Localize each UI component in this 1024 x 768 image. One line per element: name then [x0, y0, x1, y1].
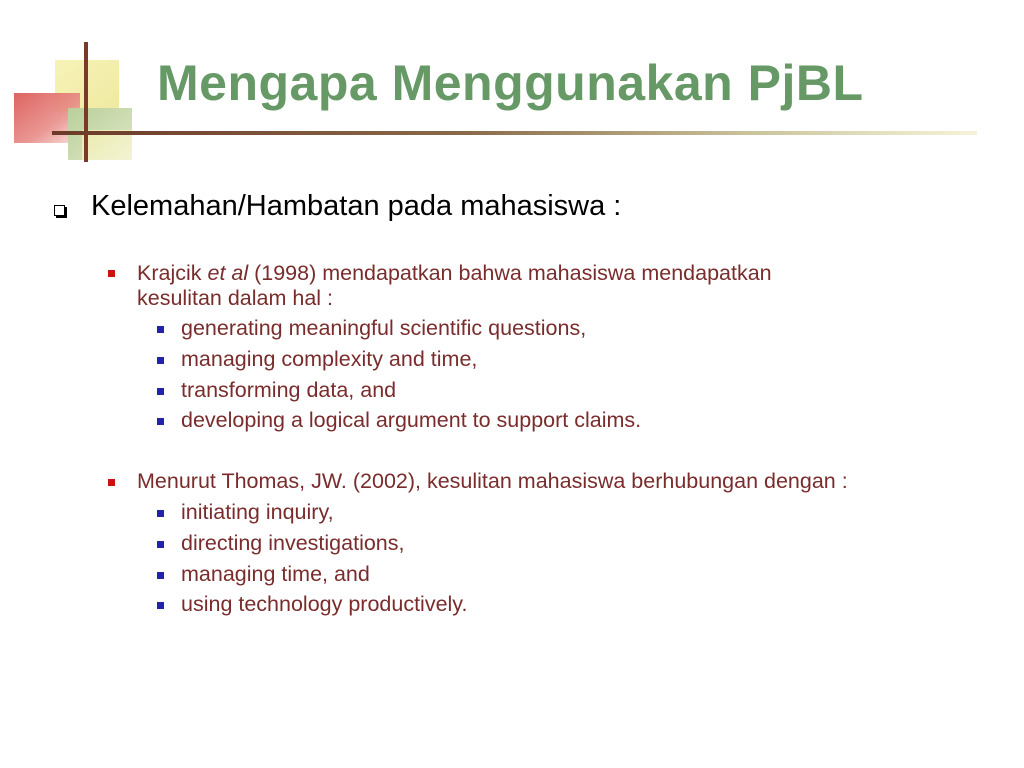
corner-decoration [0, 0, 160, 170]
page-title: Mengapa Menggunakan PjBL [157, 55, 864, 111]
blue-square-bullet-icon [157, 602, 164, 609]
list-item: developing a logical argument to support claims. [181, 408, 642, 432]
list-item: directing investigations, [181, 531, 405, 555]
point-a-line1: (1998) mendapatkan bahwa mahasiswa mendapatkan [248, 261, 772, 285]
blue-square-bullet-icon [157, 357, 164, 364]
red-square-bullet-icon [108, 270, 115, 277]
point-a-author-italic: et al [207, 261, 249, 285]
blue-square-bullet-icon [157, 572, 164, 579]
list-item: initiating inquiry, [181, 500, 334, 524]
red-square-bullet-icon [108, 479, 115, 486]
title-underline [52, 131, 977, 135]
list-item: managing time, and [181, 562, 370, 586]
blue-square-bullet-icon [157, 418, 164, 425]
list-item: transforming data, and [181, 378, 397, 402]
main-bullet-text: Kelemahan/Hambatan pada mahasiswa : [91, 190, 622, 222]
blue-square-bullet-icon [157, 388, 164, 395]
point-a-author: Krajcik [137, 261, 208, 285]
blue-square-bullet-icon [157, 510, 164, 517]
blue-square-bullet-icon [157, 326, 164, 333]
point-a-line2: kesulitan dalam hal : [137, 286, 333, 310]
list-item: managing complexity and time, [181, 347, 478, 371]
list-item: using technology productively. [181, 592, 468, 616]
point-a-text [137, 261, 772, 311]
list-item: generating meaningful scientific questions, [181, 316, 587, 340]
hollow-square-bullet-icon [54, 205, 65, 216]
blue-square-bullet-icon [157, 541, 164, 548]
point-b-text: Menurut Thomas, JW. (2002), kesulitan mahasiswa berhubungan dengan : [137, 469, 848, 493]
